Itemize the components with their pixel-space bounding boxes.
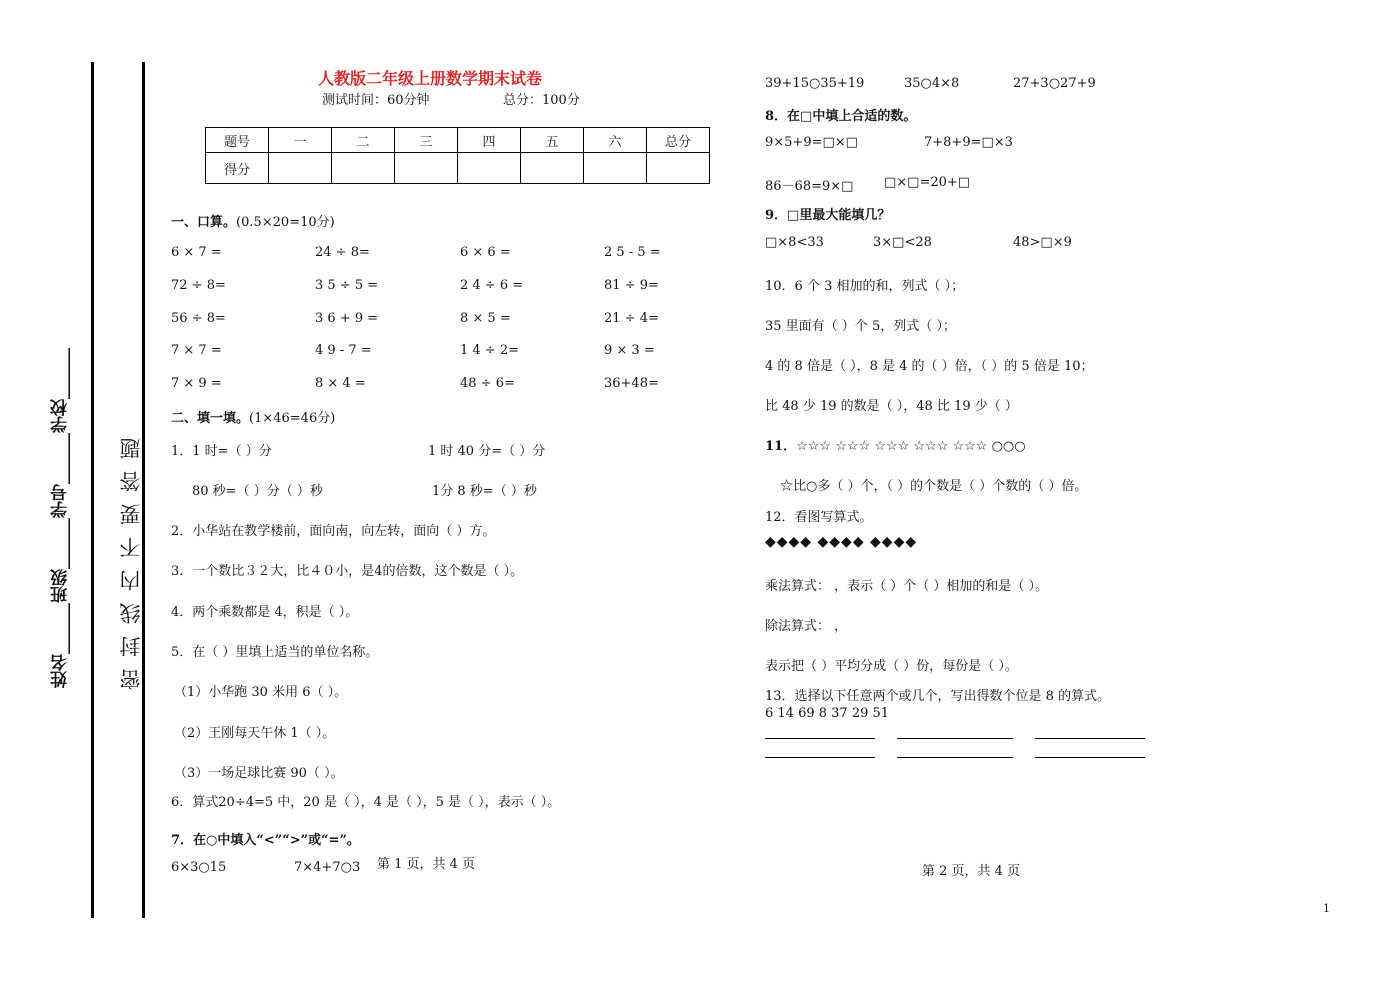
question-3: 3．一个数比３２大，比４０小，是4的倍数，这个数是（ ）。 bbox=[171, 564, 524, 579]
score-cell: 三 bbox=[395, 128, 458, 153]
question-10: 10．6 个 3 相加的和，列式（ ）； bbox=[765, 279, 965, 294]
score-table bbox=[205, 127, 710, 184]
section1-score: (0.5×20=10分) bbox=[236, 215, 335, 230]
compare-b: 35○4×8 bbox=[904, 76, 960, 91]
oral-item: 36+48= bbox=[604, 376, 659, 391]
exam-title: 人教版二年级上册数学期末试卷 bbox=[318, 69, 543, 88]
question-5-2: （2）王刚每天午休 1（ ）。 bbox=[174, 726, 336, 741]
score-cell: 得分 bbox=[206, 153, 269, 184]
section2-title: 二、填一填。 bbox=[171, 411, 250, 426]
question-12c: 表示把（ ）平均分成（ ）份，每份是（ ）。 bbox=[765, 659, 1018, 674]
page-footer-1: 第 1 页，共 4 页 bbox=[377, 857, 476, 872]
score-input-cell[interactable] bbox=[395, 153, 458, 184]
question-10d: 比 48 少 19 的数是（ ），48 比 19 少（ ） bbox=[765, 399, 1018, 414]
question-2: 2．小华站在教学楼前，面向南，向左转，面向（ ）方。 bbox=[171, 524, 496, 539]
score-input-cell[interactable] bbox=[647, 153, 710, 184]
question-13-numbers: 6 14 69 8 37 29 51 bbox=[765, 706, 890, 721]
oral-item: 81 ÷ 9= bbox=[604, 278, 659, 293]
diamond-shapes: ◆◆◆◆ ◆◆◆◆ ◆◆◆◆ bbox=[765, 534, 918, 550]
oral-item: 6 × 7 = bbox=[171, 245, 222, 260]
exam-total: 总分：100分 bbox=[503, 93, 580, 108]
score-input-cell[interactable] bbox=[458, 153, 521, 184]
question-6: 6．算式20÷4=5 中，20 是（ ），4 是（ ），5 是（ ），表示（ ）。 bbox=[171, 795, 561, 810]
question-1d: 1分 8 秒=（ ）秒 bbox=[432, 484, 537, 499]
oral-item: 8 × 4 = bbox=[315, 376, 366, 391]
question-8b: 7+8+9=□×3 bbox=[924, 135, 1013, 150]
question-9: 9．□里最大能填几？ bbox=[765, 208, 891, 223]
question-9a: □×8<33 bbox=[765, 235, 824, 250]
question-4: 4．两个乘数都是 4，积是（ ）。 bbox=[171, 605, 359, 620]
question-13: 13．选择以下任意两个或几个，写出得数个位是 8 的算式。 bbox=[765, 689, 1111, 704]
question-8: 8．在□中填上合适的数。 bbox=[765, 109, 917, 124]
question-11-text: ☆比○多（ ）个，（ ）的个数是（ ）个数的（ ）倍。 bbox=[780, 479, 1088, 494]
oral-item: 6 × 6 = bbox=[460, 245, 511, 260]
score-cell: 总分 bbox=[647, 128, 710, 153]
oral-item: 7 × 9 = bbox=[171, 376, 222, 391]
question-1a: 1．1 时=（ ）分 bbox=[171, 444, 272, 459]
section2-heading bbox=[171, 407, 335, 426]
oral-item: 56 ÷ 8= bbox=[171, 311, 226, 326]
question-5-3: （3）一场足球比赛 90（ ）。 bbox=[174, 766, 344, 781]
oral-item: 4 9 - 7 = bbox=[315, 343, 372, 358]
oral-item: 9 × 3 = bbox=[604, 343, 655, 358]
section2-score: (1×46=46分) bbox=[249, 411, 336, 426]
score-input-cell[interactable] bbox=[584, 153, 647, 184]
oral-item: 21 ÷ 4= bbox=[604, 311, 659, 326]
answer-line[interactable] bbox=[1035, 757, 1145, 758]
score-cell: 六 bbox=[584, 128, 647, 153]
oral-item: 2 5 - 5 = bbox=[604, 245, 661, 260]
answer-line[interactable] bbox=[765, 738, 875, 739]
section1-heading bbox=[171, 211, 335, 230]
binding-line-left bbox=[91, 62, 94, 918]
question-1b: 1 时 40 分=（ ）分 bbox=[428, 444, 546, 459]
score-cell: 五 bbox=[521, 128, 584, 153]
answer-line[interactable] bbox=[897, 738, 1013, 739]
star-circle-shapes: ☆☆☆ ☆☆☆ ☆☆☆ ☆☆☆ ☆☆☆ ○○○ bbox=[796, 439, 1026, 454]
page-footer-2: 第 2 页，共 4 页 bbox=[922, 864, 1021, 879]
score-cell: 一 bbox=[269, 128, 332, 153]
question-7a: 6×3○15 bbox=[171, 860, 227, 875]
question-9c: 48>□×9 bbox=[1013, 235, 1072, 250]
oral-item: 8 × 5 = bbox=[460, 311, 511, 326]
section1-title: 一、口算。 bbox=[171, 215, 237, 230]
page-number: 1 bbox=[1323, 902, 1330, 915]
score-cell: 题号 bbox=[206, 128, 269, 153]
question-7: 7．在○中填入“<”“>”或“=”。 bbox=[171, 833, 360, 848]
question-12b: 除法算式： ， bbox=[765, 619, 848, 634]
oral-item: 24 ÷ 8= bbox=[315, 245, 370, 260]
exam-time: 测试时间：60分钟 bbox=[322, 93, 430, 108]
oral-item: 3 5 ÷ 5 = bbox=[315, 278, 379, 293]
answer-line[interactable] bbox=[897, 757, 1013, 758]
score-cell: 四 bbox=[458, 128, 521, 153]
answer-line[interactable] bbox=[1035, 738, 1145, 739]
question-8d: □×□=20+□ bbox=[884, 175, 971, 190]
question-12a: 乘法算式： ，表示（ ）个（ ）相加的和是（ ）。 bbox=[765, 579, 1049, 594]
score-input-cell[interactable] bbox=[521, 153, 584, 184]
compare-a: 39+15○35+19 bbox=[765, 76, 865, 91]
question-11-number: 11． bbox=[765, 439, 797, 454]
question-9b: 3×□<28 bbox=[873, 235, 932, 250]
question-8c: 86－68=9×□ bbox=[765, 179, 854, 194]
score-input-cell[interactable] bbox=[332, 153, 395, 184]
oral-item: 1 4 ÷ 2= bbox=[460, 343, 519, 358]
student-info-label: 姓名______班级______学号______学校______ bbox=[51, 348, 71, 688]
score-table-score-row bbox=[206, 153, 710, 184]
oral-item: 48 ÷ 6= bbox=[460, 376, 515, 391]
question-5-1: （1）小华跑 30 米用 6（ ）。 bbox=[174, 685, 348, 700]
question-11-row bbox=[765, 435, 1026, 454]
question-10c: 4 的 8 倍是（ ），8 是 4 的（ ）倍，（ ）的 5 倍是 10； bbox=[765, 359, 1094, 374]
oral-item: 7 × 7 = bbox=[171, 343, 222, 358]
oral-item: 2 4 ÷ 6 = bbox=[460, 278, 524, 293]
score-table-header-row bbox=[206, 128, 710, 153]
question-10b: 35 里面有（ ）个 5，列式（ ）； bbox=[765, 319, 956, 334]
score-cell: 二 bbox=[332, 128, 395, 153]
score-input-cell[interactable] bbox=[269, 153, 332, 184]
question-7b: 7×4+7○3 bbox=[294, 860, 361, 875]
oral-item: 3 6 + 9 = bbox=[315, 311, 379, 326]
oral-item: 72 ÷ 8= bbox=[171, 278, 226, 293]
question-1c: 80 秒=（ ）分（ ）秒 bbox=[192, 484, 323, 499]
question-12: 12．看图写算式。 bbox=[765, 510, 873, 525]
question-5: 5．在（ ）里填上适当的单位名称。 bbox=[171, 645, 379, 660]
question-8a: 9×5+9=□×□ bbox=[765, 135, 858, 150]
seal-warning-label: 密封线内不要答题 bbox=[119, 426, 143, 690]
answer-line[interactable] bbox=[765, 757, 875, 758]
compare-c: 27+3○27+9 bbox=[1013, 76, 1096, 91]
